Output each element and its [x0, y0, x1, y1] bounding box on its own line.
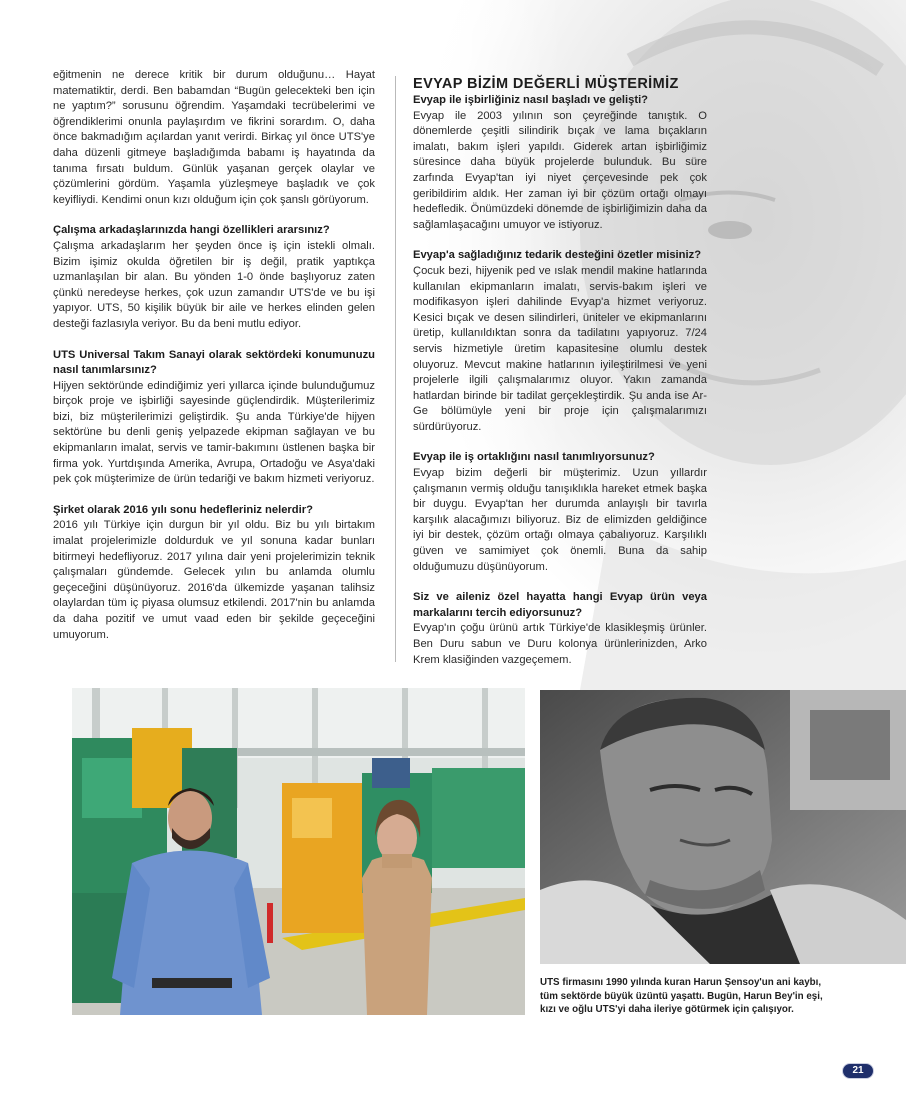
- answer-supply-support: Çocuk bezi, hijyenik ped ve ıslak mendil makine hatlarında kullanılan ekipmanların imalatı, servis-bakım işleri ve modifikasyon işleri dahilinde Evyap'a hizmet veriyoruz. Kesici bıçak ve desen silindirleri, üniteler ve ekipmanlarını üretip, kullanıldıktan sonra da tadilatını yapıyoruz. 7/24 servis hizmetiyle üretim kapasitesine olumlu destek oluyoruz. Mevcut makine hatlarının iyileştirilmesi ve yeni projelerle ilgili çalışmalarımız oluyor. Yakın zamanda hatlardan birinde bir tadilat gerçekleştirdik. Şu anda ise Ar-Ge bölümüyle yeni bir proje için çalışmalarımızı sürdürüyoruz.: [413, 264, 707, 433]
- answer-partnership: Evyap bizim değerli bir müşterimiz. Uzun yıllardır çalışmanın vermiş olduğu tanışıklıkla hareket etmek başka bir duygu. Evyap'tan her durumda anlayışlı bir tavırla karşılık alacağımızı biliyoruz. Biz de elimizden geldiğince iyi bir destek, çözüm ortağı olmaya çabalıyoruz. Karşılıklı güven ve samimiyet çok önemli. Buna da sahip olduğumuzu düşünüyorum.: [413, 467, 707, 573]
- question-coworkers: Çalışma arkadaşlarınızda hangi özellikleri ararsınız?: [53, 224, 330, 237]
- page-number: 21: [842, 1063, 874, 1079]
- answer-cooperation-start: Evyap ile 2003 yılının son çeyreğinde tanıştık. O dönemlerde çeşitli silindirik bıçak ve lama bıçakların imalatı, bakım işleri yapıldı. Giderek artan işbirliğimiz süresince daha büyük projelerde bulunduk. Bu süre zarfında Evyap'tan iyi niyet çerçevesinde pek çok geribildirim aldık. Her zaman iyi bir çözüm ortağı olmayı hedefledik. Önümüzdeki dönemde de işbirliğimizin daha da sağlamlaşacağını umuyor ve istiyoruz.: [413, 109, 707, 231]
- question-partnership: Evyap ile iş ortaklığını nasıl tanımlıyorsunuz?: [413, 451, 655, 464]
- question-supply-support: Evyap'a sağladığınız tedarik desteğini özetler misiniz?: [413, 249, 702, 262]
- left-column: [53, 68, 375, 658]
- portrait-photo: [540, 690, 906, 964]
- question-2016-goals: Şirket olarak 2016 yılı sonu hedefleriniz nelerdir?: [53, 503, 313, 516]
- photo-caption: UTS firmasını 1990 yılında kuran Harun Şensoy'un ani kaybı, tüm sektörde büyük üzüntü yaşattı. Bugün, Harun Bey'in eşi, kızı ve oğlu UTS'yi daha ileriye götürmek için çalışıyor.: [540, 977, 823, 1016]
- column-divider: [395, 76, 396, 662]
- question-sector-position: UTS Universal Takım Sanayi olarak sektördeki konumunuzu nasıl tanımlarsınız?: [53, 348, 375, 377]
- question-favorite-brands: Siz ve aileniz özel hayatta hangi Evyap ürün veya markalarını tercih ediyorsunuz?: [413, 591, 707, 619]
- right-column: [413, 68, 707, 683]
- answer-sector-position: Hijyen sektöründe edindiğimiz yeri yıllarca içinde bulunduğumuz birçok proje ve işbirliği sayesinde güçlendirdik. Müşterilerimiz bizi, biz müşterilerimizi geliştirdik. Şu anda Türkiye'de hijyen sektörüne bu denli geniş yelpazede ekipman sağlayan ve bu ekipmanların imalat, servis ve tamir-bakımını üstlenen başka bir firma yok. Yurtdışında Amerika, Avrupa, Ortadoğu ve Asya'daki pek çok müşterimize de ürün tedariği ve bakım hizmeti veriyoruz.: [53, 379, 375, 486]
- section-title: EVYAP BİZİM DEĞERLİ MÜŞTERİMİZ: [413, 76, 679, 92]
- answer-coworkers: Çalışma arkadaşlarım her şeyden önce iş için istekli olmalı. Bizim işimiz okulda öğretilen bir iş değil, pratik yaptıkça uzmanlaşılan bir alan. Bu yönden 1-0 önde başlıyoruz zaten çünkü neredeyse herkes, çok uzun zamandır UTS'de ve bu işi yapıyor. UTS, 50 kişilik büyük bir aile ve herkes elinden gelen desteği fazlasıyla veriyor. Bu da beni mutlu ediyor.: [53, 239, 375, 330]
- question-cooperation-start: Evyap ile işbirliğiniz nasıl başladı ve gelişti?: [413, 94, 649, 106]
- workshop-photo: [72, 688, 525, 1015]
- answer-favorite-brands: Evyap'ın çoğu ürünü artık Türkiye'de klasikleşmiş ürünler. Ben Duru sabun ve Duru kolonya ürünlerinizden, Arko Krem klasiğinden vazgeçemem.: [413, 622, 707, 666]
- intro-paragraph: eğitmenin ne derece kritik bir durum olduğunu… Hayat matematiktir, derdi. Ben babamdan “Bugün gelecekteki ben için ne yaptım?” sorusunu öğrendim. Yaşamdaki tecrübelerimi ve öğrendiklerimi onunla paylaşırdım ve fikrini sorardım. O, daha önce bakmadığım açılardan yanıt verirdi. Birkaç yıl önce UTS'ye daha düzenli gitmeye başladığımda babamı iş hayatında da tanıma fırsatı buldum. Günlük yaşanan gerçek olaylar ve çözümlerini gördüm. Yaşamla yüzleşmeye başladık ve çok keyifliydi. Kendimi onun kızı olduğum için çok şanslı görüyorum.: [53, 69, 375, 206]
- answer-2016-goals: 2016 yılı Türkiye için durgun bir yıl oldu. Biz bu yılı birtakım imalat projelerimizle doldurduk ve yıl sonuna kadar bunları bitirmeyi hedefliyoruz. 2017 yılına dair yeni projelerimizin teknik çalışmaları gündemde. Gelecek yılın bu anlamda olumlu geçeceğini düşünüyoruz. 2016'da ülkemizde yaşanan talihsiz olaylardan tüm iç piyasa olumsuz etkilendi. 2017'nin bu anlamda da daha pozitif ve umut vaad eden bir şekilde geçeceğini umuyorum.: [53, 519, 375, 641]
